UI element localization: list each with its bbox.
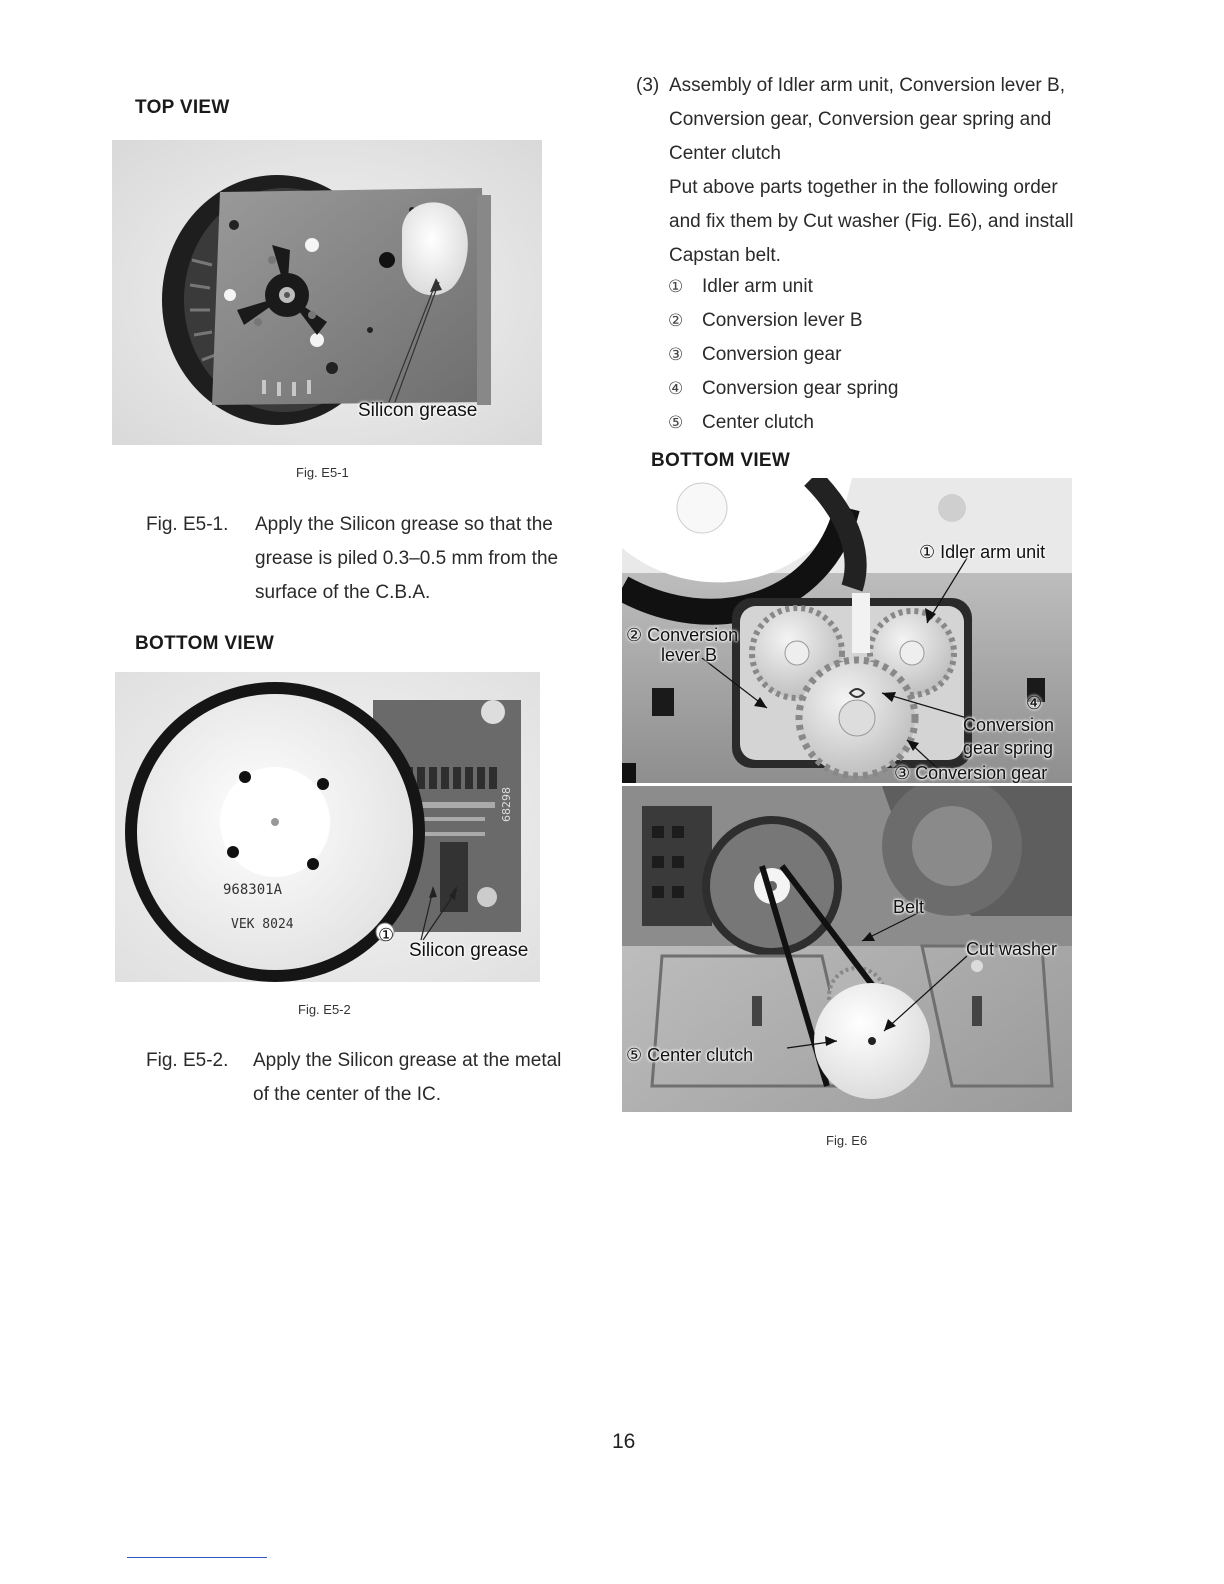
part-number: ① [668,277,684,296]
fig-e6-callout-conversion-lever-line2: lever B [661,645,718,665]
fig-e6-callout-cut-washer: Cut washer [966,939,1058,959]
fig-e5-1-note-label: Fig. E5-1. [146,514,229,535]
fig-e5-2-caption: Fig. E5-2 [298,1002,351,1017]
fig-e5-2-photo [115,672,540,982]
fig-e6-callout-gear-spring-line2: gear spring [963,738,1054,758]
fig-e5-2-motor-label-2: VEK 8024 [231,917,294,932]
step-line-3: Center clutch [669,143,781,164]
fig-e6-callout-conversion-gear: ③ Conversion gear [894,763,1048,783]
part-label: Conversion lever B [702,310,863,331]
bottom-view-heading-left: BOTTOM VIEW [135,633,275,654]
fig-e5-2-motor-label-1: 968301A [223,882,283,898]
step-number: (3) [636,75,660,96]
fig-e6-callout-gear-spring-line1: Conversion [963,715,1055,735]
fig-e5-2-note-line-1: Apply the Silicon grease at the metal [253,1050,562,1071]
part-label: Idler arm unit [702,276,813,297]
parts-list [668,270,898,440]
top-view-heading: TOP VIEW [135,97,230,118]
fig-e6-callout-idler-arm-unit: ① Idler arm unit [919,542,1046,562]
fig-e5-1-photo [112,140,542,445]
fig-e5-2-board-label: 68298 [500,787,513,822]
list-item [668,372,898,406]
fig-e5-2-callout-silicon-grease: Silicon grease [409,940,529,961]
part-number: ⑤ [668,413,684,432]
fig-e6-callout-center-clutch: ⑤ Center clutch [626,1045,754,1065]
fig-e6-caption: Fig. E6 [826,1133,868,1148]
list-item [668,338,898,372]
bottom-view-heading-right: BOTTOM VIEW [651,450,791,471]
step-line-5: and fix them by Cut washer (Fig. E6), and install [669,211,1074,232]
step-line-1: Assembly of Idler arm unit, Conversion lever B, [669,75,1065,96]
step-line-6: Capstan belt. [669,245,781,266]
part-label: Conversion gear [702,344,842,365]
fig-e6-callout-belt: Belt [893,897,925,917]
list-item [668,270,898,304]
fig-e5-1-note-line-1: Apply the Silicon grease so that the [255,514,553,535]
fig-e5-1-note-line-2: grease is piled 0.3–0.5 mm from the [255,548,559,569]
part-label: Center clutch [702,412,814,433]
fig-e5-2-note-line-2: of the center of the IC. [253,1084,441,1105]
list-item [668,304,898,338]
fig-e5-2-callout-marker: ① [378,925,395,945]
part-number: ② [668,311,684,330]
step-line-2: Conversion gear, Conversion gear spring and [669,109,1052,130]
part-number: ④ [668,379,684,398]
fig-e6-callout-conversion-lever-line1: ② Conversion [626,625,739,645]
fig-e5-1-caption: Fig. E5-1 [296,465,349,480]
fig-e5-2-note-label: Fig. E5-2. [146,1050,229,1071]
part-label: Conversion gear spring [702,378,899,399]
fig-e5-1-note-line-3: surface of the C.B.A. [255,582,431,603]
step-line-4: Put above parts together in the following order [669,177,1058,198]
fig-e6-callout-spring-number: ④ [1026,693,1043,713]
page-number: 16 [612,1430,636,1453]
list-item [668,406,898,440]
fig-e5-1-callout-silicon-grease: Silicon grease [358,400,478,421]
footer-rule [127,1557,267,1558]
part-number: ③ [668,345,684,364]
